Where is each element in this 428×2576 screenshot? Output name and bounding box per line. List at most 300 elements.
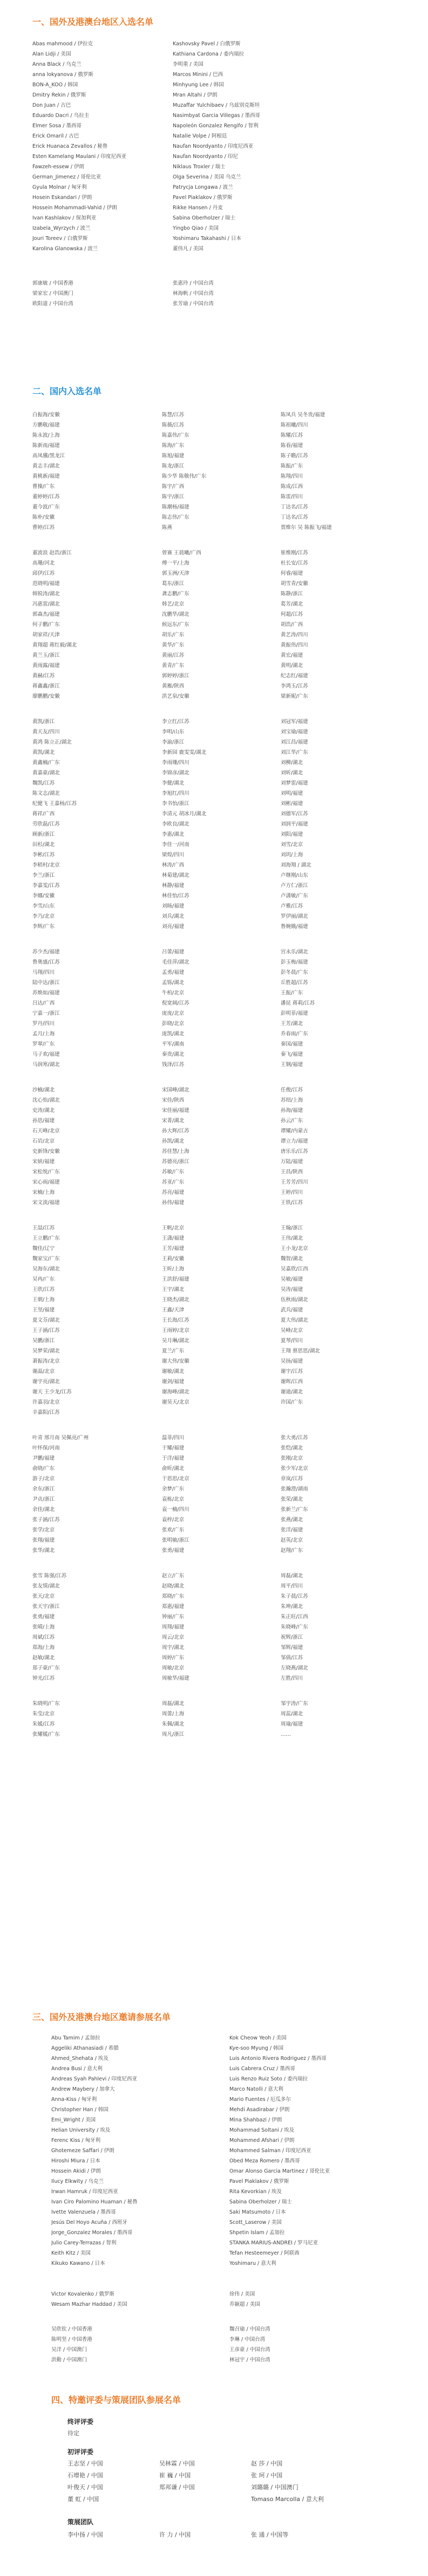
name-entry: 周平/四川 [281,1583,303,1589]
name-entry: Sabina Oberholzer / 瑞士 [229,2199,292,2205]
name-entry: Ilucy Elkwity / 乌克兰 [51,2179,104,2185]
name-entry: 左晓燕/湖北 [281,1665,308,1671]
name-entry: 蒋鑫鑫/浙江 [32,683,60,689]
name-entry: 赵晓/湖北 [162,1583,185,1589]
judge-name: 张 通 / 中国等 [251,2531,289,2538]
name-entry: 夏琴/四川 [281,1338,303,1344]
name-entry: 黄嘉豪/湖北 [32,770,60,776]
name-entry: 刘润平/福建 [281,821,308,827]
name-entry: Marco Natolli / 意大利 [229,2086,283,2092]
name-entry: 李佳一/河南 [162,842,189,848]
name-entry: 叶青 邢月南 吴佩亮/广州 [32,1435,89,1441]
name-entry: 吴梦荣/湖北 [32,1348,60,1354]
name-entry: 黄青/广东 [162,663,185,669]
name-entry: 马子欢/福建 [32,1052,60,1057]
name-entry: 郑子豪/广东 [32,1665,60,1671]
name-entry: 白振海/安徽 [32,412,60,418]
judge-row [67,2495,370,2505]
name-entry: 蒋祥/广西 [32,811,55,817]
name-entry: 王芳/湖北 [281,1021,303,1027]
name-entry: 梁家宏 / 中国澳门 [32,291,73,297]
name-entry: Hosein Eskandari / 伊朗 [32,195,92,201]
name-entry: Julio Carey-Terrazas / 智利 [51,2240,117,2246]
name-entry: 王喆/江苏 [32,1225,55,1231]
name-entry: 王翔 蔡思思/湖北 [281,1348,320,1354]
name-entry: 史新锋/安徽 [32,1149,60,1155]
name-entry: 石天峰/北京 [32,1128,60,1134]
name-entry: 周瑜/福建 [281,1721,303,1727]
name-entry: 孙思/福建 [32,1118,55,1124]
name-entry: 李书怡/浙江 [162,801,189,807]
name-entry: 陈嘉伟/广东 [162,432,189,438]
name-entry: Yoshimaru / 意大利 [229,2261,276,2266]
name-entry: 李兰/浙江 [32,873,55,878]
name-entry: 余东/浙江 [32,1486,55,1492]
name-entry: 宋妍/福建 [32,1159,55,1165]
name-entry: 周婷/广东 [162,1655,185,1661]
name-entry: 袁梓/北京 [162,1517,185,1523]
name-entry: 祝辉/浙江 [281,1634,303,1640]
name-entry: 李欧良/湖北 [162,821,189,827]
name-entry: 葛东/浙江 [162,581,185,587]
name-entry: Marcos Minini / 巴西 [173,72,223,78]
name-entry: 王长海/江苏 [162,1317,189,1323]
entries-international-main [32,39,410,276]
name-entry: 王晓杰/湖北 [162,1297,189,1303]
name-entry: 傅一平/上海 [162,560,189,566]
name-entry: 刘明/福建 [281,791,303,796]
name-entry: Minhyung Lee / 韩国 [173,82,224,88]
name-entry: 黄丽/江苏 [162,652,185,658]
name-entry: Eduardo Dacri / 乌拉圭 [32,113,90,119]
name-entry: 谢天 王少龙/江苏 [32,1389,72,1395]
name-entry: Gyula Molnar / 匈牙利 [32,184,87,190]
name-entry: 孟勇/福建 [162,970,185,976]
name-entry: 林菊建/湖北 [162,873,189,878]
name-entry: 苏佳慧/上海 [162,1149,189,1155]
name-entry: 周斌/江苏 [32,1634,55,1640]
name-entry: 陈永波/上海 [32,432,60,438]
name-entry: 王伟/湖北 [281,1235,303,1241]
name-entry: 陈燕 [162,525,173,531]
name-entry: 刘玥/上海 [281,852,303,858]
judge-row [67,2459,370,2470]
name-entry: 刘亮/福建 [162,924,185,930]
prelim-judges-title: 初评评委 [67,2448,94,2456]
name-entry: Rita Kevorkian / 埃及 [229,2189,282,2195]
name-entry: 魏召瑜 / 中国台湾 [229,2326,270,2332]
judge-name: 刘璐璐 / 中国澳门 [251,2484,298,2491]
name-entry: 苏少杰/福建 [32,949,60,955]
name-entry: 刘冠军/福建 [281,719,308,725]
name-entry: 林海帆 / 中国台湾 [173,291,214,297]
name-entry: 鲁奥盛/江苏 [32,959,60,965]
name-entry: 郭森杰/福建 [32,612,60,617]
name-entry: Ferenc Kiss / 匈牙利 [51,2138,101,2144]
name-entry: 吴涛/福建 [281,1287,303,1293]
name-entry: 廖鹏鹏/安徽 [32,693,60,699]
column-left [51,2033,138,2269]
column-right [229,2033,330,2269]
name-entry: 夏文芬/湖北 [32,1317,60,1323]
name-entry: 王立鹏/广东 [32,1235,60,1241]
section-title-domestic: 二、国内入选名单 [32,386,102,396]
name-entry: 周敏/北京 [162,1665,185,1671]
name-entry: 李娜/安徽 [32,893,55,899]
name-entry: 陈祖曦/四川 [281,422,308,428]
name-entry: 潘昆 蒋莉/江苏 [281,1000,315,1006]
name-entry: 沙楠/湖北 [32,1087,55,1093]
name-entry: 张欢/广东 [162,1527,185,1533]
name-entry: 彭明菲/福建 [281,1011,308,1016]
name-entry: 张惠玲 / 中国台湾 [173,280,214,286]
name-entry: 彭玉梅/福建 [281,959,308,965]
name-entry: 孙凯/湖北 [162,1138,185,1144]
name-entry: 沈心怡/湖北 [32,1097,60,1103]
name-entry: Omar Alonso Garcia Martinez / 哥伦比亚 [229,2168,330,2174]
name-entry: Hossein Akidi / 伊朗 [51,2168,101,2174]
name-entry: 李健/湖北 [162,780,185,786]
name-entry: 黄凯/浙江 [32,719,55,725]
name-entry: 李清元 胡冰月/湖北 [162,811,207,817]
name-entry: 周磊/湖北 [162,1701,185,1707]
name-entry: 陈春/福建 [281,443,303,449]
name-entry: 李明重 / 美国 [173,61,203,67]
name-entry: 王彦豪 / 中国台湾 [229,2347,270,2353]
name-entry: Scott_Laserow / 美国 [229,2220,282,2225]
name-entry: Napoleón Gonzalez Rengifo / 智利 [173,123,259,129]
name-entry: 张翔/福建 [32,1537,55,1543]
name-entry: 丁达名/江苏 [281,514,308,520]
name-entry: 董今波/广东 [32,504,60,510]
name-entry: 孙云/广东 [281,1118,303,1124]
name-group [32,1223,410,1418]
name-entry: 朱正旺/江西 [281,1614,308,1620]
name-entry: 彭冬晨/广东 [281,970,308,976]
name-entry: 魏佳/辽宁 [32,1246,55,1252]
name-entry: 李锦彦/湖北 [162,770,189,776]
name-entry: 王雨婷/北京 [162,1328,189,1334]
name-entry: 夏兰/广东 [162,1348,185,1354]
name-entry: 周云/北京 [162,1634,185,1640]
column-left [51,2289,127,2310]
name-entry: 谢剑/福建 [162,1379,185,1385]
name-entry: 王坚/福建 [32,1307,55,1313]
name-entry: 刘彬/福建 [281,801,303,807]
name-entry: 韩艺/北京 [162,601,185,607]
name-entry: German_Jimenez / 哥伦比亚 [32,174,101,180]
name-entry: 陈慧/江苏 [162,412,185,418]
name-entry: 李明/山东 [162,729,185,735]
name-entry: 黄鸿 陈立正/湖北 [32,739,72,745]
name-entry: 刘宝瑜/福建 [281,729,308,735]
name-entry: Ahmed_Shehata / 埃及 [51,2056,108,2062]
name-entry: 张明敏/浙江 [162,1537,189,1543]
name-entry: 谢晶/北京 [32,1369,55,1375]
name-entry: 夏大伟/湖北 [281,1317,308,1323]
name-entry: Erick Huanaca Zevallos / 秘鲁 [32,143,108,149]
name-entry: 伍秋雨/湖北 [281,1297,308,1303]
name-entry: 刘梦雷/福建 [281,780,308,786]
name-entry: 邹宇涛/广东 [281,1701,308,1707]
name-entry: Mohammad Soltani / 埃及 [229,2127,295,2133]
name-entry: 吴月琳/湖北 [162,1338,189,1344]
judge-name: 李中扬 / 中国 [67,2531,103,2538]
section-title-invited: 三、国外及港澳台地区邀请参展名单 [32,2012,171,2022]
name-entry: 郭康敏 / 中国香港 [32,280,73,286]
name-entry: 董婷婷/江苏 [32,494,60,500]
name-entry: 萧振涛/北京 [32,1358,60,1364]
name-entry: 劳欣磊/江苏 [32,821,60,827]
name-entry: 许国/广东 [281,1399,303,1405]
name-entry: Kok Cheow Yeoh / 美国 [229,2035,287,2041]
name-entry: 吴峰/北京 [281,1328,303,1334]
name-entry: 黄凯/湖北 [32,750,55,755]
name-entry: 吴冉/广东 [32,1276,55,1282]
name-entry: 尹鹏/福建 [32,1455,55,1461]
name-entry: 陈龙/浙江 [162,463,185,469]
name-entry: 谭耀/内蒙古 [281,1128,308,1134]
judge-name: 崔 巍 / 中国 [159,2472,191,2479]
name-entry: 顾新/浙江 [32,832,55,837]
name-entry: 袁栋/北京 [162,1496,185,1502]
name-entry: 洪艺泉/安徽 [162,693,189,699]
entries-invited-main [51,2033,407,2276]
name-entry: 秦国/福建 [281,1041,303,1047]
name-entry: 王莉/安徽 [162,1256,185,1262]
name-entry: Kashovsky Pavel / 白俄罗斯 [173,41,241,47]
name-entry: 李惠/湖北 [162,832,185,837]
name-entry: 林静/福建 [162,883,185,889]
name-entry: Nasimbyat Garcia Villegas / 墨西哥 [173,113,261,119]
name-entry: Abu Tamim / 孟加拉 [51,2035,100,2041]
column-right [229,2289,260,2310]
name-entry: 黄雨露/福建 [32,663,60,669]
name-entry: 葛芳/湖北 [281,601,303,607]
name-entry: 陈少华 陈敬伟/广东 [162,473,207,479]
judge-name: 董 虹 / 中国 [67,2496,99,2503]
honorary-judge-title: 终评评委 [67,2418,94,2426]
name-entry: 韩锐涛/湖北 [32,591,60,597]
name-entry: 何子鹏/广东 [32,622,60,628]
name-entry: 温菲/四川 [162,1435,185,1441]
name-entry: 苏敏/广东 [162,1169,185,1175]
name-entry: 黄兰玉/浙江 [32,652,60,658]
name-entry: 张子涵/江苏 [32,1517,60,1523]
name-entry: 李旭红/四川 [162,791,189,796]
judge-name: 张 珂 / 中国 [251,2472,283,2479]
name-group [32,1433,410,1556]
name-entry: 何超/江苏 [281,612,303,617]
name-entry: 牛柏/北京 [162,990,185,996]
name-group [32,1085,410,1208]
name-entry: STANKA MARIUS-ANDREI / 罗马尼亚 [229,2240,318,2246]
name-entry: 宋佳/陕西 [162,1097,185,1103]
name-entry: 冯惠雷/湖北 [32,601,60,607]
name-entry: Rikke Hansen / 丹麦 [173,205,223,211]
name-entry: 张燕/湖北 [281,1517,303,1523]
name-entry: 赵敏/湖北 [32,1655,55,1661]
name-entry: 林冠宇 / 中国台湾 [229,2357,270,2363]
name-entry: 欧阳道 / 中国台湾 [32,301,73,307]
name-entry: 刘海翔 / 湖北 [281,862,311,868]
name-entry: 谢迪/湖北 [281,1389,303,1395]
column-right [229,2324,270,2365]
name-entry: Wesam Mazhar Haddad / 美国 [51,2302,127,2307]
name-entry: 倪宽阔/江苏 [162,1000,189,1006]
name-entry: Niklaus Troxler / 瑞士 [173,164,226,170]
name-entry: 王子涵/江苏 [32,1328,60,1334]
name-entry: 苏亮/福建 [162,1190,185,1196]
name-entry: Kathiana Cardona / 委内瑞拉 [173,51,244,57]
name-entry: 郑海/上海 [32,1645,55,1651]
judge-name: 吴林霖 / 中国 [159,2460,195,2467]
name-entry: 张刚/北京 [281,1455,303,1461]
name-entry: 郑晓/广东 [162,1593,185,1599]
judge-name: 王志坚 / 中国 [67,2460,103,2467]
name-entry: 陈新南/福建 [32,443,60,449]
name-entry: 宋菁/湖北 [162,1118,185,1124]
name-entry: 谢海峰/湖北 [162,1389,189,1395]
name-entry: 陈朴/安徽 [32,514,55,520]
name-entry: 朱晓明/广东 [32,1701,60,1707]
name-entry: 张洋/福建 [281,1527,303,1533]
name-entry: 黄翔超 蒋红毅/湖北 [32,642,77,648]
name-entry: 李辉/广东 [32,924,55,930]
name-entry: 谢晖/江西 [281,1379,303,1385]
name-entry: 宋楠/上海 [32,1190,55,1196]
name-entry: Erick Omaril / 古巴 [32,133,79,139]
name-entry: 郭玉洲/天津 [162,571,189,576]
name-entry: 王欣/江苏 [32,1287,55,1293]
name-entry: 王朝/上海 [32,1297,55,1303]
name-entry: 董伟凡 / 美国 [173,246,203,252]
name-entry: 纪健飞 王嘉杨/江苏 [32,801,77,807]
name-entry: Saki Matsumoto / 日本 [229,2209,286,2215]
name-entry: 胡浩/广西 [281,622,303,628]
name-entry: 刘兵/湖北 [162,913,185,919]
column-right [173,278,214,309]
name-entry: 谢大伟/安徽 [162,1358,189,1364]
name-entry: 王洪舒/福建 [162,1276,189,1282]
name-entry: 黄鑫楠/广东 [32,760,60,766]
name-entry: 陈志伟/广东 [162,514,189,520]
name-entry: 余佳/湖北 [32,1507,55,1513]
name-entry: 乔春雨/广东 [281,1031,308,1037]
name-entry: 邹辉/福建 [281,1645,303,1651]
name-entry: 章岚/江苏 [281,1476,303,1482]
name-entry: 王潇/福建 [162,1235,185,1241]
name-entry: 马翔/四川 [32,970,55,976]
name-entry: 张新兰/广东 [281,1507,308,1513]
name-entry: Elmer Sosa / 墨西哥 [32,123,82,129]
name-entry: 陈薇/江苏 [162,422,185,428]
name-entry: 秦飞/福建 [281,1052,303,1057]
name-entry: 吴嘉欣/江西 [281,1266,308,1272]
name-entry: 张天/北京 [32,1593,55,1599]
name-entry: Ivette Valenzuela / 墨西哥 [51,2209,116,2215]
name-entry: 龚志鹏/广东 [162,591,189,597]
name-entry: 宋松悦/广东 [32,1169,60,1175]
judge-name: 石增艳 / 中国 [67,2472,103,2479]
name-entry: 黄明/湖北 [281,663,303,669]
name-entry: 于思思/北京 [162,1476,189,1482]
name-entry: 刘德军/江苏 [281,811,308,817]
name-entry: 王宇/湖北 [162,1287,185,1293]
name-entry: 林涛/广西 [162,862,185,868]
name-entry: 郭婷婷/浙江 [162,673,189,679]
name-entry: Patrycja Longawa / 波兰 [173,184,233,190]
name-entry: 黄艺涛/四川 [281,632,308,638]
name-entry: 吴海东/湖北 [32,1266,60,1272]
name-entry: Jorge_Gonzalez Morales / 墨西哥 [51,2230,133,2236]
name-entry: 唐乐乐/江苏 [281,1149,308,1155]
name-entry: Shpetin Islam / 孟加拉 [229,2230,285,2236]
name-entry: 王小龙/北京 [281,1246,308,1252]
name-entry: 周蕾/上海 [162,1711,185,1717]
name-entry: 宋国峰/湖北 [162,1087,189,1093]
name-entry: 卢潇敏/广东 [281,893,308,899]
name-entry: 尹贞/浙江 [32,1496,55,1502]
name-entry: 张芳瑜 / 中国台湾 [173,301,214,307]
name-entry: 任俊/江苏 [281,1087,303,1093]
entries-domestic [32,410,410,1755]
name-entry: 朱坤/湖北 [281,1604,303,1610]
name-entry: 刘昕/湖北 [281,770,303,776]
column-right [173,39,260,254]
name-entry: 李雨珊/四川 [162,760,189,766]
name-entry: Andreas Syah Pahlevi / 印度尼西亚 [51,2076,138,2082]
name-entry: 马润寒/湖北 [32,1062,60,1068]
name-entry: Ghotemeze Saffari / 伊朗 [51,2148,114,2154]
name-entry: 卢继刚/山东 [281,873,308,878]
name-entry: 吴扬/福建 [281,1358,303,1364]
name-entry: 张友情/湖北 [32,1583,60,1589]
name-entry: Yoshimaru Takahashi / 日本 [173,236,241,242]
name-entry: 田杉/湖北 [32,842,55,848]
name-group [32,1699,410,1740]
name-entry: Hossein Mohammadi-Vahid / 伊朗 [32,205,117,211]
name-entry: 朱莹/北京 [32,1711,55,1717]
entries-hk-mo-tw [32,278,410,316]
name-entry: 陈宇/浙江 [162,494,185,500]
name-entry: 陈翔/四川 [281,473,303,479]
name-entry: 陈文志/湖北 [32,791,60,796]
name-group [32,410,410,533]
name-entry: …… [281,1732,291,1737]
name-entry: 朱媛/江苏 [32,1721,55,1727]
name-entry: Muzaffar Yulchibaev / 乌兹别克斯坦 [173,102,260,108]
name-entry: 陈明坚 / 中国香港 [51,2337,92,2343]
name-entry: 朱佩/湖北 [162,1721,185,1727]
name-entry: 孟月/上海 [32,1031,55,1037]
name-entry: 秦贵/湖北 [162,1052,185,1057]
name-entry: 刘阳/福建 [281,832,303,837]
name-entry: 魏家宝/广东 [32,1256,60,1262]
name-entry: Abas mahmood / 伊拉克 [32,41,93,47]
name-entry: 罗伊丽/湖北 [281,913,308,919]
name-entry: 王翰/浙江 [281,1225,303,1231]
name-entry: 张少军/北京 [281,1466,308,1472]
name-entry: 周敏华/福建 [162,1675,189,1681]
name-entry: 崔维刚/江苏 [281,550,308,556]
name-entry: 孙大辉/江苏 [162,1128,189,1134]
name-entry: 张天宇/浙江 [32,1604,60,1610]
name-entry: 王振/广东 [281,990,303,996]
name-group [32,717,410,932]
name-entry: 吴鹏/浙江 [32,1338,55,1344]
name-entry: 黄志丰/湖北 [32,463,60,469]
